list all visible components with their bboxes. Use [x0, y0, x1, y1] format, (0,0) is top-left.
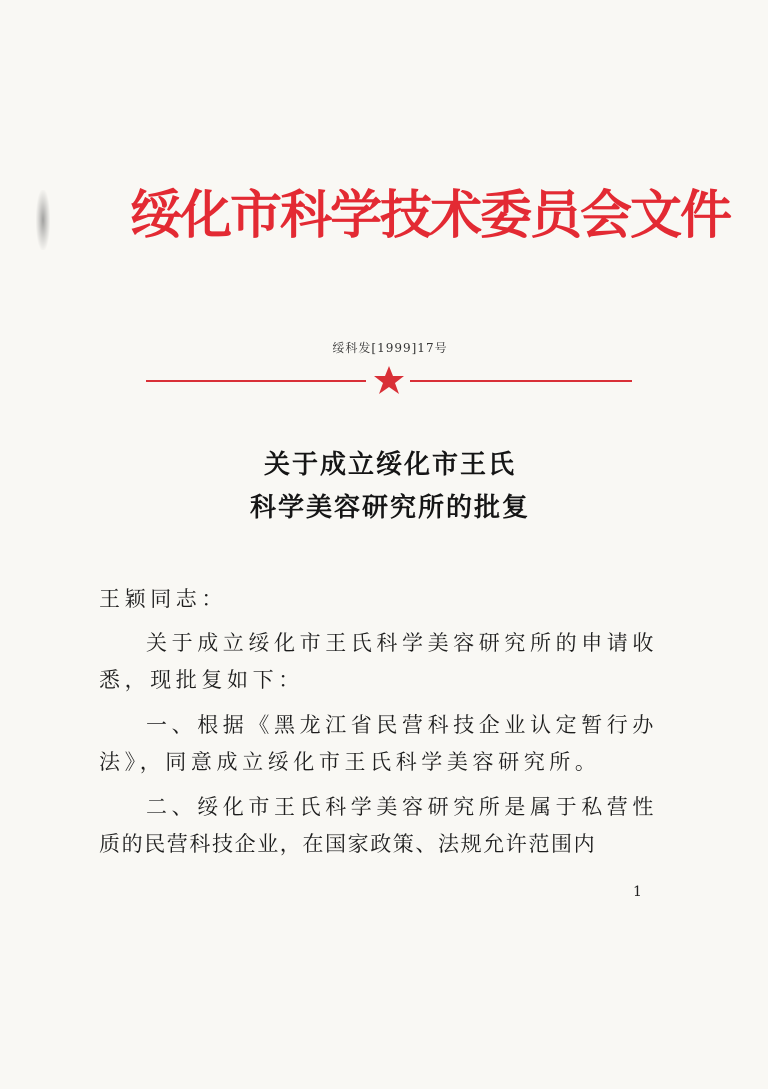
red-rule-right [410, 380, 632, 382]
salutation: 王颖同志： [99, 587, 227, 611]
body-line: 关于成立绥化市王氏科学美容研究所的申请收 [146, 631, 658, 655]
body-line: 法》，同意成立绥化市王氏科学美容研究所。 [99, 750, 601, 774]
body-line: 一、根据《黑龙江省民营科技企业认定暂行办 [146, 713, 658, 737]
scan-mark [36, 190, 50, 250]
body-line: 悉，现批复如下： [99, 668, 304, 692]
document-title-line-2: 科学美容研究所的批复 [249, 493, 530, 523]
document-number: 绥科发[1999]17号 [332, 341, 448, 355]
body-line: 质的民营科技企业，在国家政策、法规允许范围内 [99, 832, 597, 856]
star-icon [372, 365, 406, 395]
body-line: 二、绥化市王氏科学美容研究所是属于私营性 [146, 795, 658, 819]
document-title-line-1: 关于成立绥化市王氏 [263, 450, 516, 480]
red-rule-left [146, 380, 366, 382]
letterhead-title: 绥化市科学技术委员会文件 [130, 186, 731, 246]
page-number: 1 [633, 884, 642, 900]
